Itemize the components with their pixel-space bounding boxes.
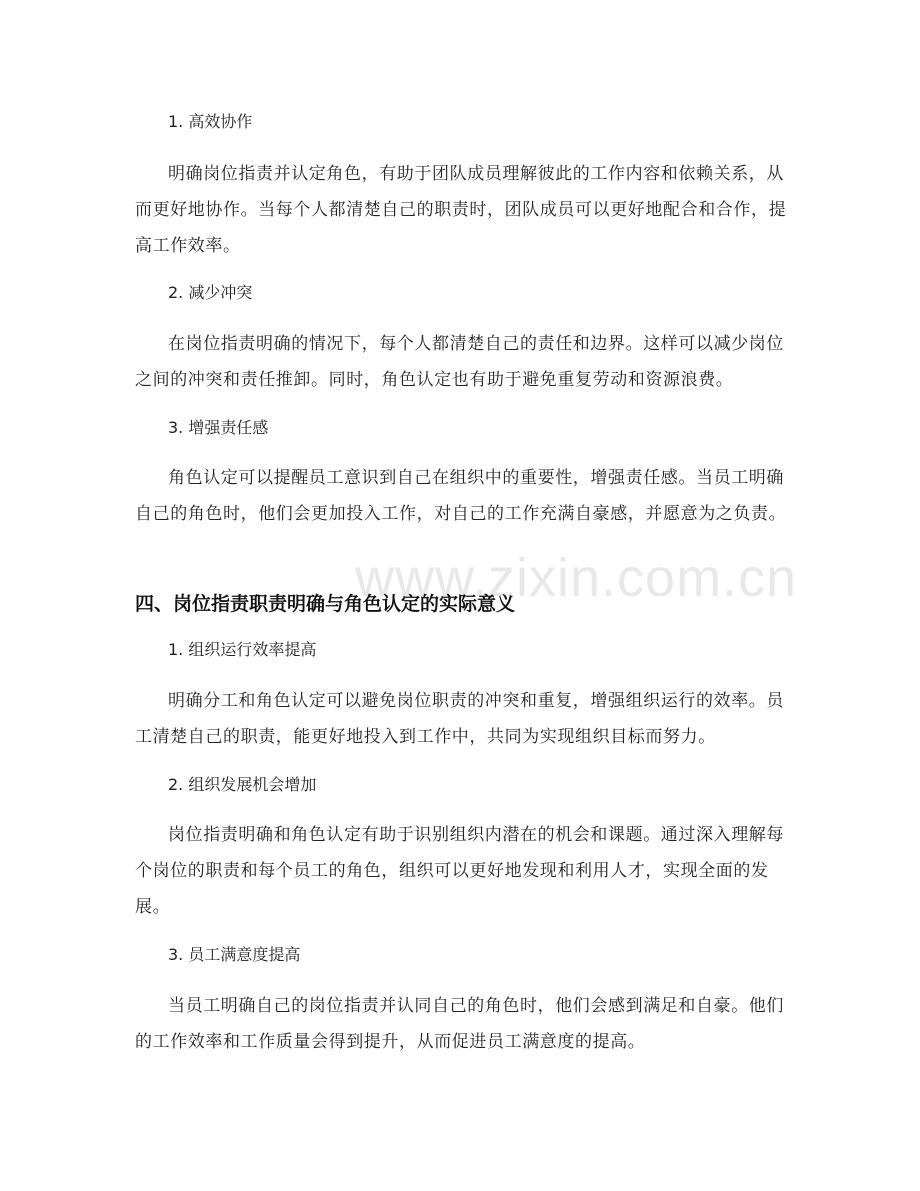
- sub-heading-reduce-conflict: 2. 减少冲突: [168, 283, 253, 302]
- paragraph-text: 角色认定可以提醒员工意识到自己在组织中的重要性，增强责任感。当员工明确自己的角色时，他们会更加投入工作，对自己的工作充满自豪感，并愿意为之负责。: [135, 468, 787, 524]
- paragraph-efficient-collaboration: [135, 156, 795, 264]
- paragraph-text: 明确岗位指责并认定角色，有助于团队成员理解彼此的工作内容和依赖关系，从而更好地协作。当每个人都清楚自己的职责时，团队成员可以更好地配合和合作，提高工作效率。: [135, 164, 787, 256]
- paragraph-responsibility: [135, 460, 795, 532]
- sub-heading-responsibility: 3. 增强责任感: [168, 418, 269, 437]
- sub-heading-development: 2. 组织发展机会增加: [168, 775, 317, 794]
- paragraph-text: 岗位指责明确和角色认定有助于识别组织内潜在的机会和课题。通过深入理解每个岗位的职责和每个员工的角色，组织可以更好地发现和利用人才，实现全面的发展。: [135, 825, 784, 917]
- paragraph-reduce-conflict: [135, 326, 795, 398]
- sub-heading-efficient-collaboration: 1. 高效协作: [168, 112, 253, 131]
- paragraph-efficiency: [135, 683, 795, 755]
- sub-heading-satisfaction: 3. 员工满意度提高: [168, 945, 301, 964]
- sub-heading-efficiency: 1. 组织运行效率提高: [168, 640, 317, 659]
- paragraph-text: 明确分工和角色认定可以避免岗位职责的冲突和重复，增强组织运行的效率。员工清楚自己的职责，能更好地投入到工作中，共同为实现组织目标而努力。: [135, 691, 784, 747]
- watermark: www.zixin.com.cn: [355, 548, 798, 608]
- paragraph-satisfaction: [135, 988, 795, 1060]
- paragraph-text: 当员工明确自己的岗位指责并认同自己的角色时，他们会感到满足和自豪。他们的工作效率和工作质量会得到提升，从而促进员工满意度的提高。: [135, 996, 784, 1052]
- paragraph-development: [135, 817, 795, 925]
- section-heading: 四、岗位指责职责明确与角色认定的实际意义: [135, 593, 516, 615]
- paragraph-text: 在岗位指责明确的情况下，每个人都清楚自己的责任和边界。这样可以减少岗位之间的冲突和责任推卸。同时，角色认定也有助于避免重复劳动和资源浪费。: [135, 334, 784, 390]
